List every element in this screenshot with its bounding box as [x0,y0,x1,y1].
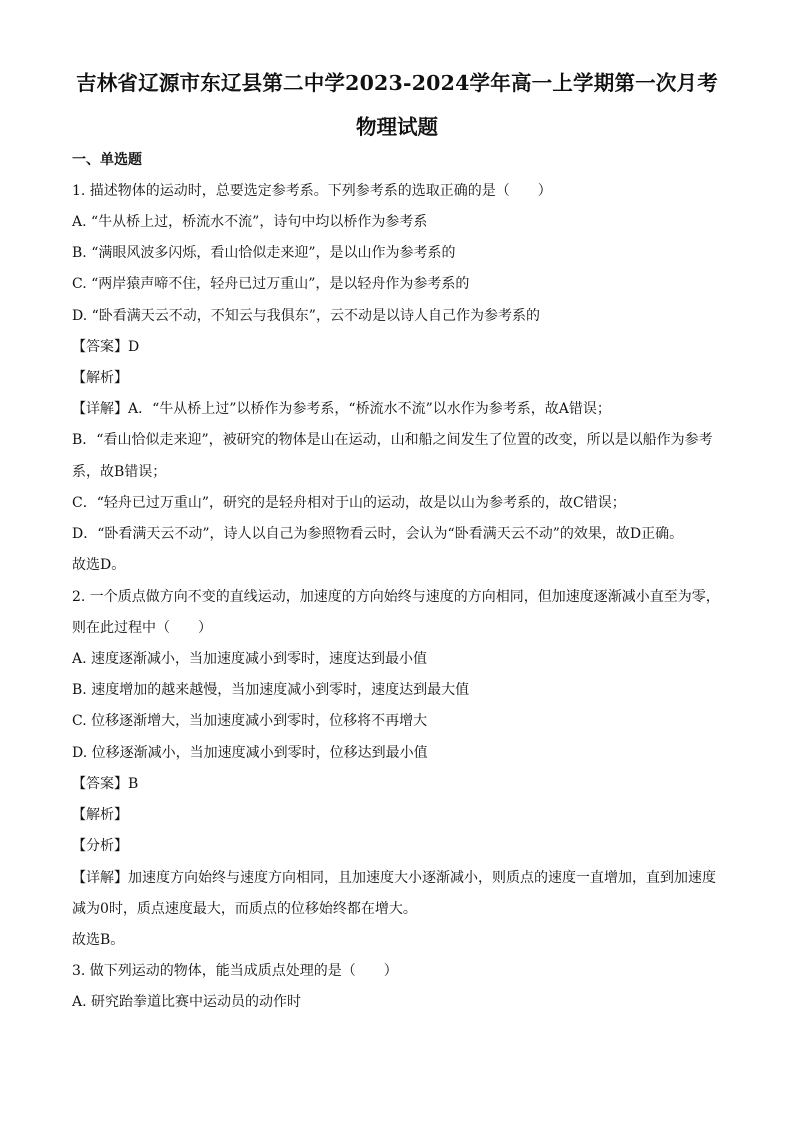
question-1-detail-line: B．“看山恰似走来迎”，被研究的物体是山在运动，山和船之间发生了位置的改变，所以是以船作为参考 [72,432,713,448]
question-1-detail-line: 系，故B错误； [72,464,167,480]
question-1-analysis-label: 【解析】 [72,370,128,386]
question-2-detail-line: 【详解】加速度方向始终与速度方向相同，且加速度大小逐渐减小，则质点的速度一直增加，直到加速度 [72,870,716,886]
question-1-stem: 1. 描述物体的运动时，总要选定参考系。下列参考系的选取正确的是（ ） [72,183,552,199]
question-1-detail-line: C．“轻舟已过万重山”，研究的是轻舟相对于山的运动，故是以山为参考系的，故C错误； [72,495,626,511]
question-2-stem: 则在此过程中（ ） [72,620,212,636]
question-1-option-a: A. “牛从桥上过，桥流水不流”，诗句中均以桥作为参考系 [72,214,428,230]
question-1-detail-line: 【详解】A．“牛从桥上过”以桥作为参考系，“桥流水不流”以水作为参考系，故A错误； [72,401,611,417]
question-3-option-a: A. 研究跆拳道比赛中运动员的动作时 [72,994,302,1010]
document-subtitle: 物理试题 [356,115,438,139]
section-heading: 一、单选题 [72,152,142,168]
question-1-detail-line: 故选D。 [72,557,126,573]
question-2-detail-line: 故选B。 [72,932,125,948]
question-2-detail-line: 减为0时，质点速度最大，而质点的位移始终都在增大。 [72,901,417,917]
question-2-fenxi-label: 【分析】 [72,838,128,854]
question-2-option-b: B. 速度增加的越来越慢，当加速度减小到零时，速度达到最大值 [72,682,470,698]
question-1-option-b: B. “满眼风波多闪烁，看山恰似走来迎”，是以山作为参考系的 [72,245,456,261]
question-2-option-d: D. 位移逐渐减小，当加速度减小到零时，位移达到最小值 [72,745,428,761]
question-2-stem: 2. 一个质点做方向不变的直线运动，加速度的方向始终与速度的方向相同，但加速度逐渐减小直至为零， [72,589,720,605]
question-2-option-a: A. 速度逐渐减小，当加速度减小到零时，速度达到最小值 [72,651,428,667]
question-2-answer: 【答案】B [72,776,139,792]
question-1-answer: 【答案】D [72,339,140,355]
question-1-option-c: C. “两岸猿声啼不住，轻舟已过万重山”，是以轻舟作为参考系的 [72,276,470,292]
question-1-option-d: D. “卧看满天云不动，不知云与我俱东”，云不动是以诗人自己作为参考系的 [72,308,540,324]
question-1-detail-line: D．“卧看满天云不动”，诗人以自己为参照物看云时，会认为“卧看满天云不动”的效果，故D正确。 [72,526,684,542]
question-3-stem: 3. 做下列运动的物体，能当成质点处理的是（ ） [72,963,398,979]
question-2-option-c: C. 位移逐渐增大，当加速度减小到零时，位移将不再增大 [72,713,428,729]
question-2-analysis-label: 【解析】 [72,807,128,823]
document-title: 吉林省辽源市东辽县第二中学2023-2024学年高一上学期第一次月考 [76,71,718,95]
